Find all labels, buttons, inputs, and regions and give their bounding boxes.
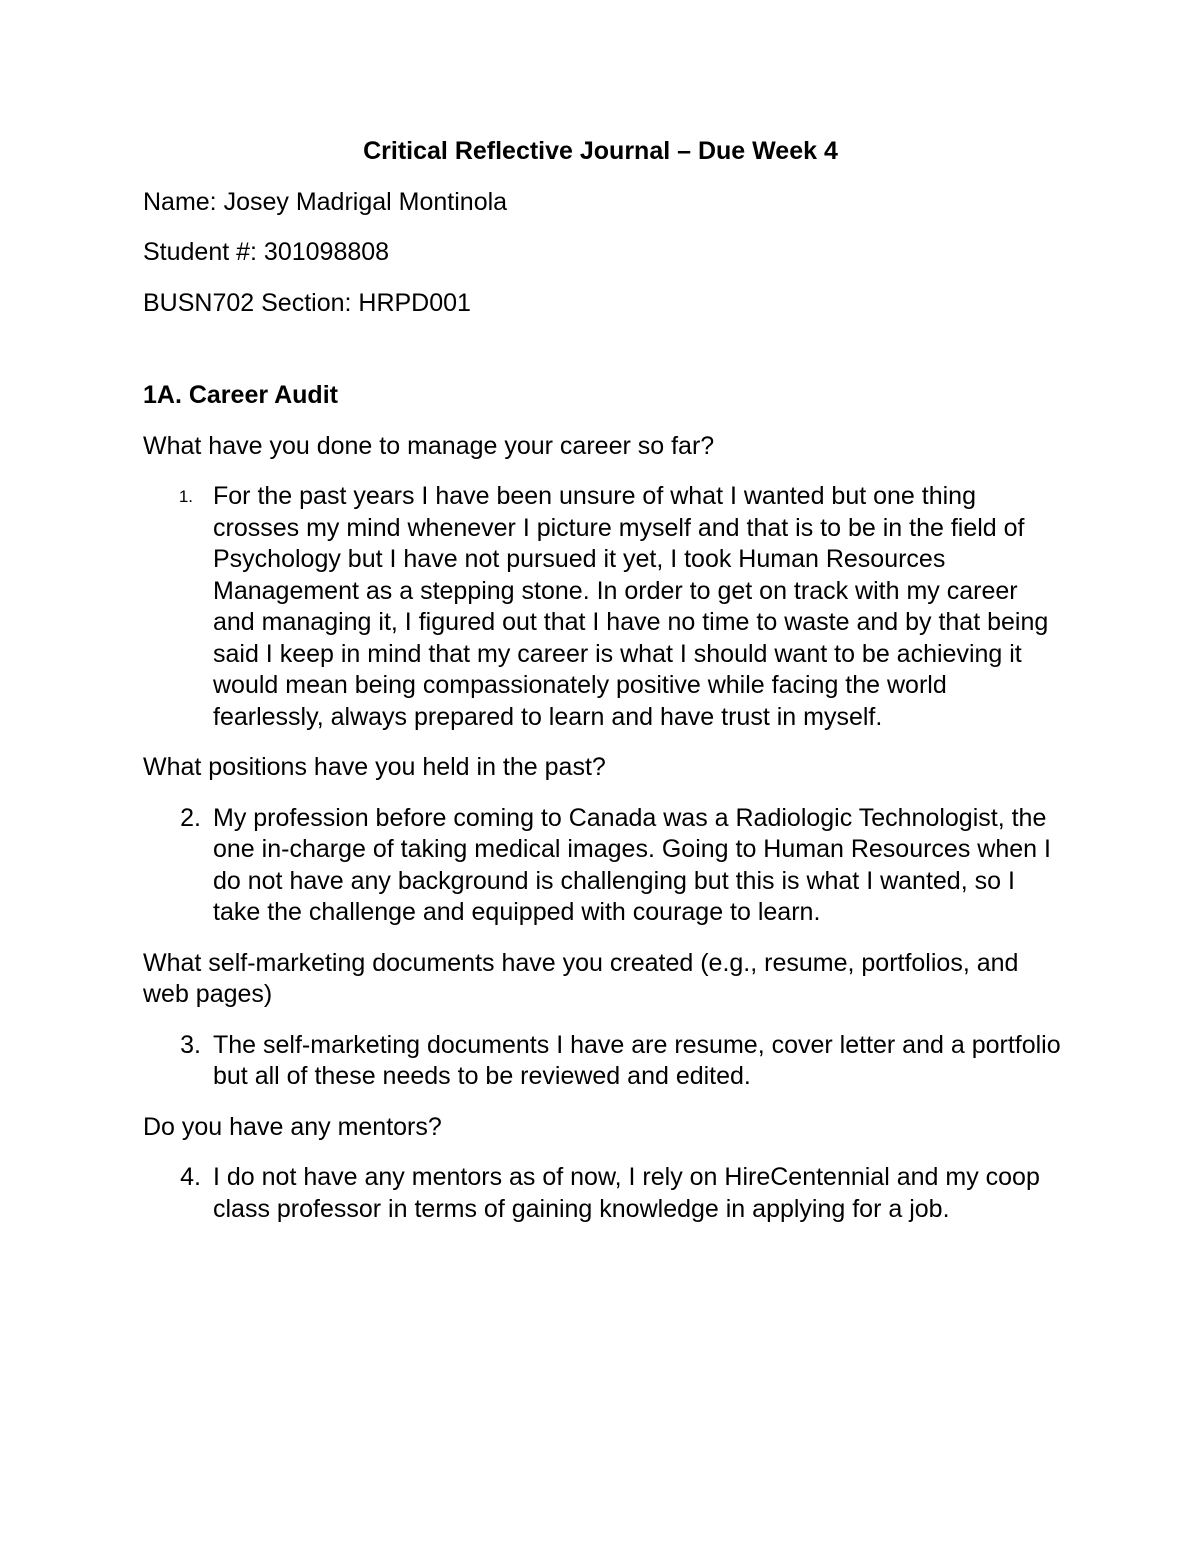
answer-3 (143, 1030, 1063, 1093)
document-title: Critical Reflective Journal – Due Week 4 (363, 137, 838, 165)
answer-number: 1. (178, 487, 193, 506)
question-4: Do you have any mentors? (143, 1112, 442, 1141)
student-info (143, 187, 1063, 320)
question-3: What self-marketing documents have you created (e.g., resume, portfolios, and web pages) (143, 948, 1019, 1008)
answer-1 (143, 481, 1063, 733)
name-line: Name: Josey Madrigal Montinola (143, 187, 508, 216)
answer-number: 3. (180, 1030, 201, 1059)
answer-2 (143, 803, 1063, 929)
answer-text: The self-marketing documents I have are resume, cover letter and a portfolio but all of these needs to be reviewed and edited. (213, 1030, 1061, 1090)
document-body (143, 136, 1063, 1244)
answer-text: For the past years I have been unsure of what I wanted but one thing crosses my mind whenever I picture myself and that is to be in the field of Psychology but I have not pursued it yet, I took Human Resources Management as a stepping stone. In order to get on track with my career and managing it, I figured out that I have no time to waste and by that being said I keep in mind that my career is what I should want to be achieving it would mean being compassionately positive while facing the world fearlessly, always prepared to learn and have trust in myself. (213, 482, 1049, 731)
student-number-line: Student #: 301098808 (143, 238, 390, 266)
question-2: What positions have you held in the past? (143, 753, 606, 781)
answer-4 (143, 1162, 1063, 1225)
answer-number: 4. (180, 1163, 201, 1191)
course-section-line: BUSN702 Section: HRPD001 (143, 288, 471, 317)
answer-text: My profession before coming to Canada was a Radiologic Technologist, the one in-charge of taking medical images. Going to Human Resources when I do not have any background is challenging but this is what I wanted, so I take the challenge and equipped with courage to learn. (213, 803, 1051, 926)
section-heading: 1A. Career Audit (143, 381, 338, 409)
answer-text: I do not have any mentors as of now, I rely on HireCentennial and my coop class professor in terms of gaining knowledge in applying for a job. (213, 1163, 1040, 1223)
question-1: What have you done to manage your career so far? (143, 431, 715, 460)
answer-number: 2. (180, 803, 201, 832)
